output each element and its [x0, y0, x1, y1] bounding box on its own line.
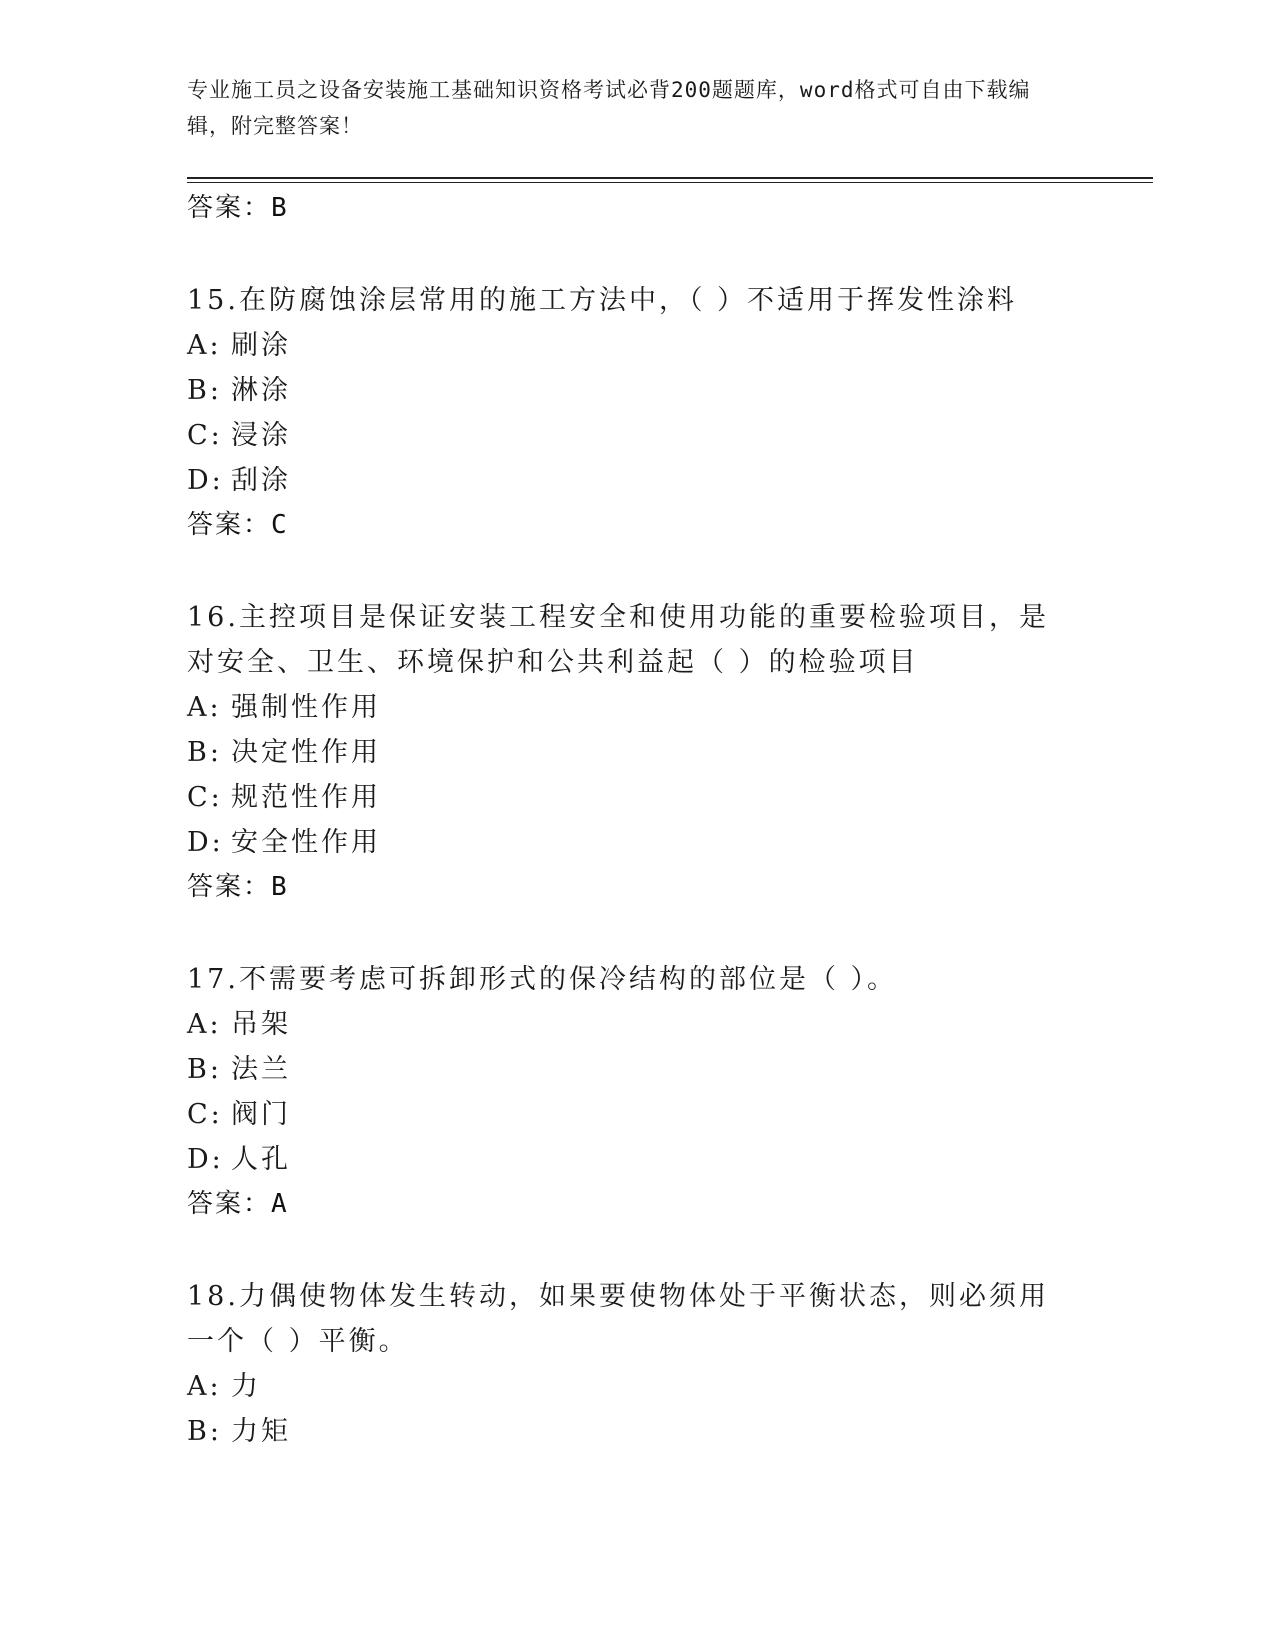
option-a — [187, 1364, 1087, 1409]
option-text: 吊架 — [231, 1009, 291, 1040]
option-c — [187, 775, 1087, 820]
option-d — [187, 458, 1087, 503]
option-letter: A: — [187, 692, 222, 723]
option-text: 规范性作用 — [231, 782, 381, 813]
answer-line: 答案：C — [187, 510, 289, 540]
question-text: 18.力偶使物体发生转动，如果要使物体处于平衡状态，则必须用一个（ ）平衡。 — [187, 1281, 1049, 1357]
answer-line: 答案：A — [187, 1189, 289, 1219]
option-c — [187, 1092, 1087, 1137]
question-block — [187, 1274, 1087, 1454]
option-text: 阀门 — [231, 1099, 291, 1130]
option-text: 强制性作用 — [231, 692, 381, 723]
option-letter: D: — [187, 465, 224, 496]
header-divider-thin — [187, 182, 1153, 183]
question-text: 16.主控项目是保证安装工程安全和使用功能的重要检验项目，是对安全、卫生、环境保护和公共利益起（ ）的检验项目 — [187, 602, 1049, 678]
option-letter: B: — [187, 1054, 222, 1085]
question-block — [187, 278, 1087, 548]
option-letter: B: — [187, 1416, 222, 1447]
question-list — [187, 186, 1087, 1454]
option-letter: B: — [187, 737, 222, 768]
option-text: 安全性作用 — [231, 827, 381, 858]
spacer — [187, 910, 1087, 957]
option-text: 人孔 — [231, 1144, 291, 1175]
answer-line: 答案：B — [187, 872, 289, 902]
option-b — [187, 368, 1087, 413]
question-text: 17.不需要考虑可拆卸形式的保冷结构的部位是（ ）。 — [187, 964, 898, 995]
option-letter: C: — [187, 1099, 223, 1130]
question-block — [187, 957, 1087, 1227]
option-text: 刮涂 — [231, 465, 291, 496]
option-b — [187, 730, 1087, 775]
option-letter: A: — [187, 330, 222, 361]
option-text: 决定性作用 — [231, 737, 381, 768]
answer-line: 答案：B — [187, 193, 289, 223]
option-d — [187, 1137, 1087, 1182]
option-text: 力 — [231, 1371, 261, 1402]
option-a — [187, 685, 1087, 730]
question-block — [187, 595, 1087, 910]
option-letter: C: — [187, 782, 223, 813]
spacer — [187, 548, 1087, 595]
option-letter: A: — [187, 1371, 222, 1402]
option-b — [187, 1047, 1087, 1092]
question-text: 15.在防腐蚀涂层常用的施工方法中，（ ）不适用于挥发性涂料 — [187, 285, 1018, 316]
option-c — [187, 413, 1087, 458]
option-letter: C: — [187, 420, 223, 451]
option-text: 法兰 — [231, 1054, 291, 1085]
option-text: 刷涂 — [231, 330, 291, 361]
spacer — [187, 1227, 1087, 1274]
option-a — [187, 323, 1087, 368]
option-b — [187, 1409, 1087, 1454]
option-letter: A: — [187, 1009, 222, 1040]
option-letter: D: — [187, 1144, 224, 1175]
option-letter: B: — [187, 375, 222, 406]
header-divider — [187, 177, 1153, 179]
option-text: 淋涂 — [231, 375, 291, 406]
spacer — [187, 231, 1087, 278]
option-text: 力矩 — [231, 1416, 291, 1447]
option-text: 浸涂 — [231, 420, 291, 451]
option-d — [187, 820, 1087, 865]
option-letter: D: — [187, 827, 224, 858]
page-header: 专业施工员之设备安装施工基础知识资格考试必背200题题库，word格式可自由下载编辑，附完整答案！ — [187, 78, 1031, 138]
option-a — [187, 1002, 1087, 1047]
